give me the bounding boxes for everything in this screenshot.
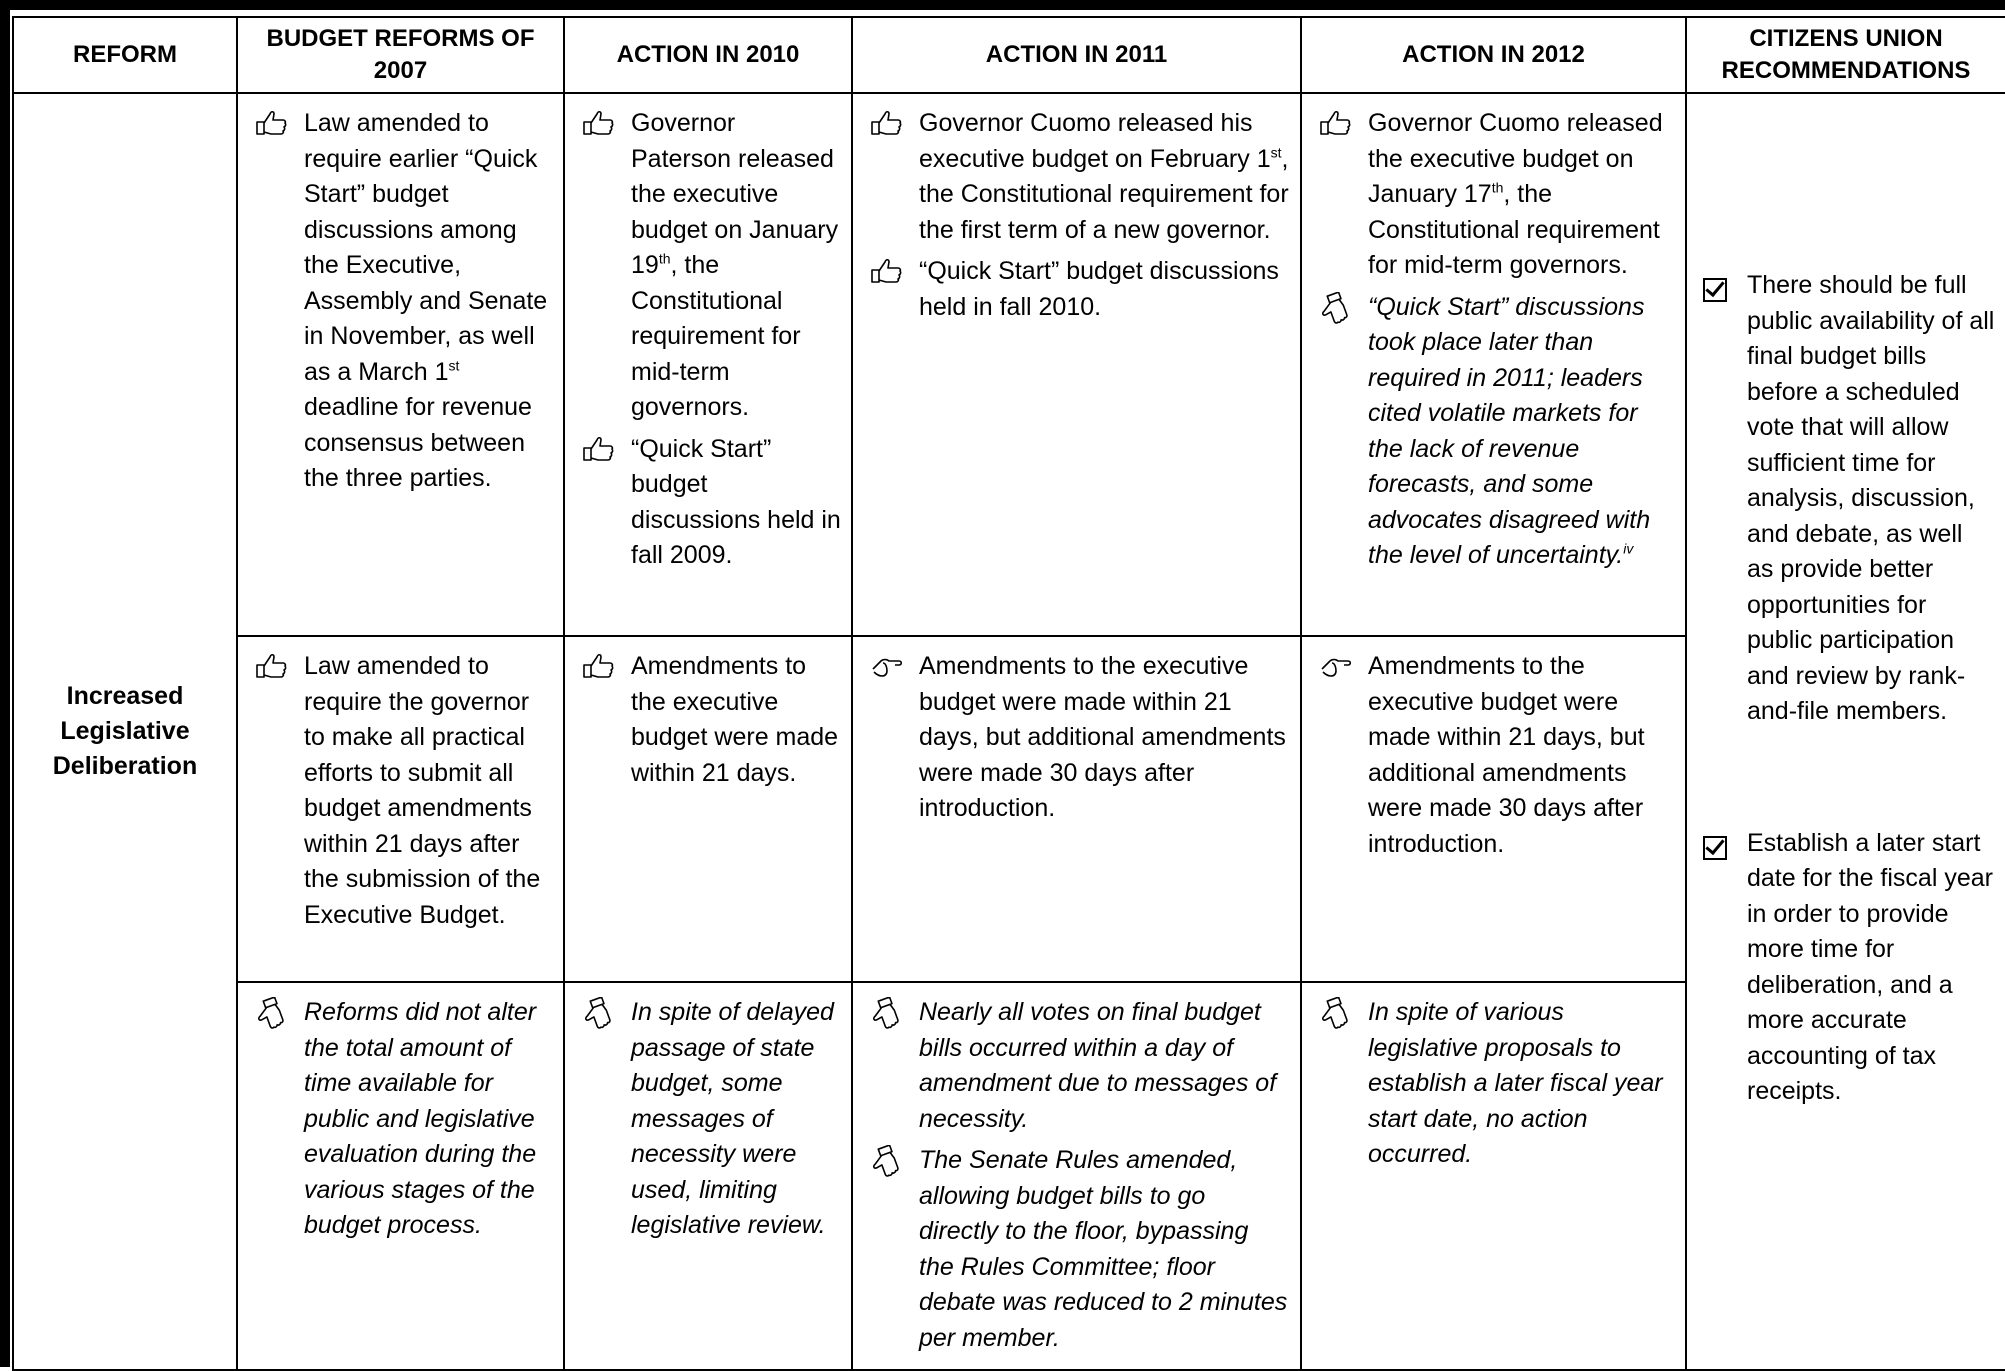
list-item: [1318, 995, 1675, 1173]
list-item: [1318, 649, 1675, 862]
thumbs-sideways-icon: [1318, 649, 1368, 687]
table-row: [13, 93, 2005, 636]
checkbox-checked-icon: [1703, 268, 1747, 306]
thumbs-down-icon: [581, 995, 631, 1033]
thumbs-up-icon: [581, 106, 631, 144]
thumbs-up-icon: [869, 106, 919, 144]
list-item: [581, 432, 841, 574]
cell-b2007: [237, 636, 564, 982]
cell-a2011: [852, 982, 1301, 1370]
list-item: [869, 1143, 1290, 1356]
recommendation-text: Establish a later start date for the fiscal year in order to provide more time for deliberation, and a more accurate accounting of tax receipts.: [1747, 828, 1993, 1105]
item-text: Amendments to the executive budget were made within 21 days.: [631, 652, 839, 787]
thumbs-down-icon: [254, 995, 304, 1033]
list-item: [254, 649, 553, 933]
item-text: Law amended to require earlier “Quick Start” budget discussions among the Executive, Assembly and Senate in November, as well as a March 1st deadline for revenue consensus between the three parties.: [304, 109, 548, 492]
item-text: In spite of various legislative proposals to establish a later fiscal year start date, no action occurred.: [1368, 998, 1663, 1168]
list-item: [869, 254, 1290, 325]
cell-a2011: [852, 636, 1301, 982]
item-text: Law amended to require the governor to make all practical efforts to submit all budget amendments within 21 days after the submission of the Executive Budget.: [304, 652, 541, 929]
cell-a2010: [564, 982, 852, 1370]
thumbs-up-icon: [581, 432, 631, 470]
item-text: “Quick Start” budget discussions held in fall 2009.: [631, 434, 841, 569]
recommendation-item: [1703, 268, 1995, 730]
thumbs-down-icon: [1318, 290, 1368, 328]
header-action-2010: ACTION IN 2010: [564, 17, 852, 93]
budget-reform-table: [12, 16, 2005, 1371]
item-text: Amendments to the executive budget were made within 21 days, but additional amendments were made 30 days after introduction.: [1368, 652, 1645, 858]
cell-a2012: [1301, 636, 1686, 982]
list-item: [254, 106, 553, 497]
checkbox-checked-icon: [1703, 826, 1747, 864]
cell-b2007: [237, 982, 564, 1370]
item-text: The Senate Rules amended, allowing budget bills to go directly to the floor, bypassing the Rules Committee; floor debate was reduced to 2 minutes per member.: [919, 1146, 1288, 1352]
item-text: Governor Cuomo released the executive budget on January 17th, the Constitutional requirement for mid-term governors.: [1368, 109, 1663, 279]
list-item: [254, 995, 553, 1244]
thumbs-up-icon: [254, 106, 304, 144]
cell-a2010: [564, 636, 852, 982]
cell-a2012: [1301, 93, 1686, 636]
thumbs-up-icon: [254, 649, 304, 687]
header-budget-2007: BUDGET REFORMS OF 2007: [237, 17, 564, 93]
cell-b2007: [237, 93, 564, 636]
reform-name: Increased Legislative Deliberation: [13, 93, 237, 1370]
list-item: [869, 649, 1290, 827]
list-item: [581, 649, 841, 791]
recommendation-text: There should be full public availability of all final budget bills before a scheduled vote that will allow sufficient time for analysis, discussion, and debate, as well as provide better opportunities for public participation and review by rank-and-file members.: [1747, 271, 1995, 725]
item-text: “Quick Start” budget discussions held in fall 2010.: [919, 257, 1279, 321]
list-item: [869, 106, 1290, 248]
list-item: [581, 995, 841, 1244]
cell-a2010: [564, 93, 852, 636]
list-item: [869, 995, 1290, 1137]
item-text: “Quick Start” discussions took place later than required in 2011; leaders cited volatile markets for the lack of revenue forecasts, and some advocates disagreed with the level of uncertainty.$^{iv}$: [1368, 292, 1651, 569]
recommendation-item: [1703, 826, 1995, 1110]
thumbs-down-icon: [869, 1143, 919, 1181]
header-reform: REFORM: [13, 17, 237, 93]
list-item: [1318, 106, 1675, 284]
item-text: Nearly all votes on final budget bills occurred within a day of amendment due to messages of necessity.: [919, 998, 1277, 1133]
cell-recommendations: [1686, 93, 2005, 1370]
item-text: Governor Paterson released the executive budget on January 19th, the Constitutional requirement for mid-term governors.: [631, 109, 839, 421]
header-action-2011: ACTION IN 2011: [852, 17, 1301, 93]
thumbs-down-icon: [869, 995, 919, 1033]
list-item: [581, 106, 841, 426]
header-row: [13, 17, 2005, 93]
thumbs-up-icon: [869, 254, 919, 292]
list-item: [1318, 290, 1675, 574]
thumbs-down-icon: [1318, 995, 1368, 1033]
item-text: Governor Cuomo released his executive budget on February 1st, the Constitutional requirement for the first term of a new governor.: [919, 109, 1289, 244]
item-text: In spite of delayed passage of state budget, some messages of necessity were used, limiting legislative review.: [631, 998, 834, 1239]
cell-a2012: [1301, 982, 1686, 1370]
thumbs-up-icon: [581, 649, 631, 687]
thumbs-sideways-icon: [869, 649, 919, 687]
cell-a2011: [852, 93, 1301, 636]
item-text: Reforms did not alter the total amount of time available for public and legislative evaluation during the various stages of the budget process.: [304, 998, 537, 1239]
header-citizens-union: CITIZENS UNION RECOMMENDATIONS: [1686, 17, 2005, 93]
item-text: Amendments to the executive budget were made within 21 days, but additional amendments were made 30 days after introduction.: [919, 652, 1286, 822]
thumbs-up-icon: [1318, 106, 1368, 144]
header-action-2012: ACTION IN 2012: [1301, 17, 1686, 93]
